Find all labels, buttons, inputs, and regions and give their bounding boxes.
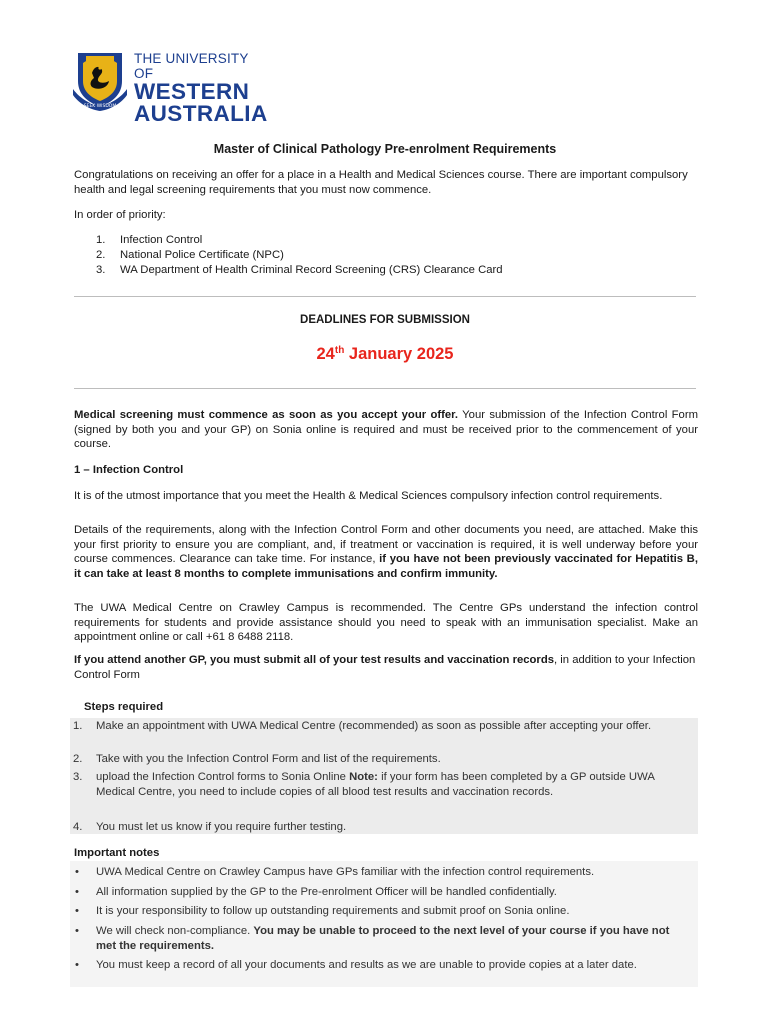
deadline-day: 24 [316, 345, 335, 363]
note-item [70, 904, 698, 919]
step-number: 2. [73, 753, 83, 765]
step-text: You must let us know if you require further testing. [96, 821, 347, 833]
priority-number: 3. [96, 264, 106, 276]
logo-wordmark [134, 51, 268, 125]
priority-item [74, 233, 503, 248]
logo-line-1: THE UNIVERSITY OF [134, 51, 249, 81]
bullet-icon: • [75, 925, 79, 937]
step-number: 4. [73, 821, 83, 833]
divider-bottom [74, 388, 696, 389]
deadline-date [0, 343, 770, 365]
step-number: 1. [73, 720, 83, 732]
university-logo [72, 51, 268, 126]
step-text: Take with you the Infection Control Form and list of the requirements. [96, 753, 441, 765]
deadline-month-year: January 2025 [344, 345, 454, 363]
section1-paragraph-2 [74, 523, 698, 581]
step-text-lead: upload the Infection Control forms to Sonia Online [96, 771, 350, 783]
section1-p2-emphasis: if you have not been previously vaccinated for Hepatitis B, it can take at least 8 months to complete immunisations and confirm immunity. [74, 553, 698, 580]
note-item [70, 958, 698, 973]
divider-top [74, 296, 696, 297]
priority-number: 1. [96, 234, 106, 246]
step-note-text: if your form has been completed by a GP outside UWA Medical Centre, you need to include copies of all blood test results and vaccination records. [96, 771, 655, 798]
note-text: It is your responsibility to follow up outstanding requirements and submit proof on Sonia online. [96, 905, 570, 917]
deadline-heading: DEADLINES FOR SUBMISSION [300, 314, 470, 326]
priority-item [74, 248, 503, 263]
bullet-icon: • [75, 886, 79, 898]
university-crest-icon [72, 51, 128, 111]
note-text: All information supplied by the GP to the Pre-enrolment Officer will be handled confidentially. [96, 886, 557, 898]
notes-heading: Important notes [74, 847, 160, 859]
note-emphasis: You may be unable to proceed to the next level of your course if you have not met the requirements. [96, 925, 670, 952]
section1-p4-emphasis: If you attend another GP, you must submit all of your test results and vaccination records [74, 654, 555, 666]
note-item [70, 865, 698, 880]
section1-paragraph-1: It is of the utmost importance that you meet the Health & Medical Sciences compulsory infection control requirements. [74, 490, 663, 502]
intro-paragraph: Congratulations on receiving an offer for a place in a Health and Medical Sciences course. There are important compulsory health and legal screening requirements that you must now commence. [74, 169, 688, 196]
step-number: 3. [73, 771, 83, 783]
step-note-label: Note: [349, 771, 378, 783]
note-text [96, 924, 686, 953]
section1-p4-text: , in addition to your Infection Control Form [74, 654, 696, 681]
step-item [70, 770, 698, 799]
section1-paragraph-4 [74, 653, 698, 682]
note-text: UWA Medical Centre on Crawley Campus have GPs familiar with the infection control requirements. [96, 866, 595, 878]
priority-list [74, 233, 503, 278]
deadline-day-suffix: th [334, 345, 345, 356]
steps-heading: Steps required [84, 701, 164, 713]
priority-text: National Police Certificate (NPC) [120, 249, 284, 261]
note-item [70, 885, 698, 900]
step-item [70, 752, 698, 767]
priority-lead: In order of priority: [74, 209, 166, 221]
note-item [70, 924, 698, 953]
priority-text: Infection Control [120, 234, 203, 246]
logo-line-2: WESTERN [134, 79, 250, 104]
bullet-icon: • [75, 959, 79, 971]
priority-number: 2. [96, 249, 106, 261]
step-item [70, 820, 698, 835]
step-text [96, 770, 676, 799]
screening-text: Your submission of the Infection Control Form (signed by both you and your GP) on Sonia online is required and must be received prior to the commencement of your course. [74, 409, 698, 451]
priority-item [74, 263, 503, 278]
section-heading-infection-control: 1 – Infection Control [74, 464, 184, 476]
step-item [70, 719, 698, 734]
step-text: Make an appointment with UWA Medical Centre (recommended) as soon as possible after accepting your offer. [96, 720, 652, 732]
priority-text: WA Department of Health Criminal Record Screening (CRS) Clearance Card [120, 264, 503, 276]
crest-motto: SEEK WISDOM [83, 104, 117, 109]
section1-paragraph-3: The UWA Medical Centre on Crawley Campus is recommended. The Centre GPs understand the infection control requirements for students and provide assistance should you need to speak with an immunisation specialist. Make an appointment online or call +61 8 6488 2118. [74, 602, 698, 644]
document-title: Master of Clinical Pathology Pre-enrolment Requirements [213, 142, 557, 156]
note-text: You must keep a record of all your documents and results as we are unable to provide copies at a later date. [96, 959, 637, 971]
screening-emphasis: Medical screening must commence as soon as you accept your offer. [74, 409, 459, 421]
logo-line-3: AUSTRALIA [134, 101, 268, 126]
note-text-lead: We will check non-compliance. [96, 925, 254, 937]
section1-p2-text: Details of the requirements, along with the Infection Control Form and other documents you need, are attached. Make this your first priority to ensure you are compliant, and, if treatment or vaccination is required, it is well underway before your course commences. Clearance can take time. For instance, [74, 524, 698, 566]
bullet-icon: • [75, 905, 79, 917]
bullet-icon: • [75, 866, 79, 878]
screening-paragraph [74, 408, 698, 452]
